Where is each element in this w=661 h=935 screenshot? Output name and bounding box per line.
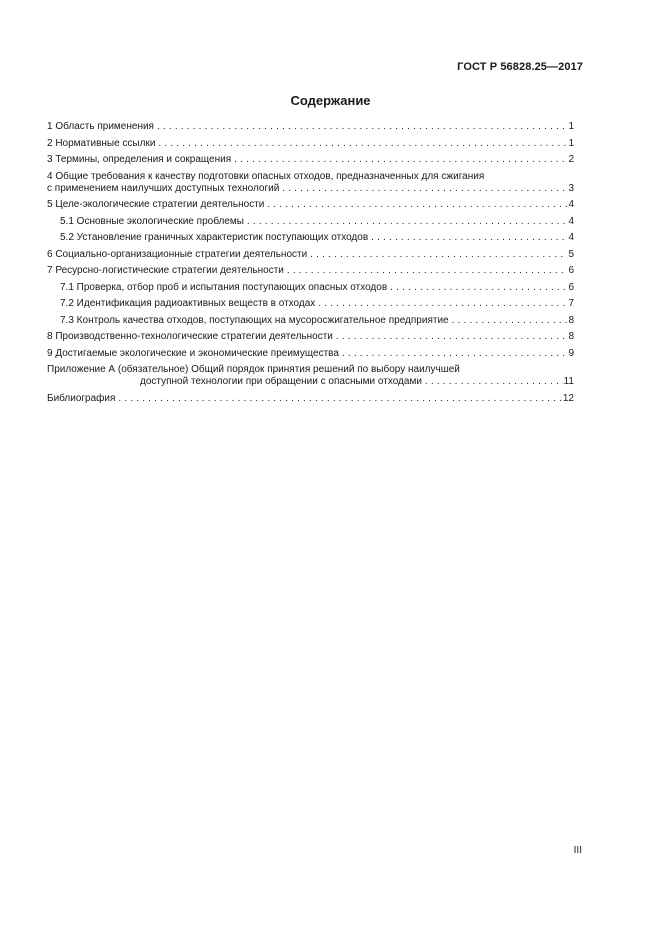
toc-entry-title: 7.3 Контроль качества отходов, поступающих на мусоросжигательное предприятие . . . bbox=[60, 315, 567, 327]
toc-entry[interactable] bbox=[47, 216, 574, 228]
toc-title: Содержание bbox=[290, 93, 371, 108]
toc-entry-title: доступной технологии при обращении с опасными отходами . . . bbox=[140, 376, 563, 388]
toc-entry-page: 4 bbox=[568, 215, 574, 227]
toc-entry[interactable] bbox=[47, 199, 574, 211]
toc-entry[interactable] bbox=[47, 171, 574, 195]
toc-entry[interactable] bbox=[47, 249, 574, 261]
toc-entry-page: 6 bbox=[568, 281, 574, 293]
toc-entry-page: 7 bbox=[568, 298, 574, 309]
toc-entry[interactable] bbox=[47, 138, 574, 150]
toc-entry[interactable] bbox=[47, 121, 574, 133]
toc-entry-page: 9 bbox=[568, 347, 574, 359]
page-number: III bbox=[573, 845, 582, 856]
toc-entry-title: 6 Социально-организационные стратегии деятельности . . . bbox=[47, 249, 567, 261]
toc-entry-title: Библиография . . . bbox=[47, 393, 562, 405]
toc-entry[interactable] bbox=[47, 232, 574, 244]
toc-entry-page: 4 bbox=[568, 232, 574, 243]
toc-entry-title: 9 Достигаемые экологические и экономические преимущества . . . bbox=[47, 348, 567, 360]
toc-entry-title: 2 Нормативные ссылки . . . bbox=[47, 138, 567, 150]
toc-entry[interactable] bbox=[47, 393, 574, 405]
toc-entry-page: 2 bbox=[568, 154, 574, 165]
toc-entry-title: 7 Ресурсно-логистические стратегии деятельности . . . bbox=[47, 265, 567, 277]
toc-entry-page: 8 bbox=[568, 331, 574, 342]
toc-entry[interactable] bbox=[47, 154, 574, 166]
toc-entry[interactable] bbox=[47, 315, 574, 327]
toc-entry-page: 11 bbox=[563, 376, 574, 387]
toc-entry-page: 1 bbox=[568, 137, 574, 149]
toc-entry-title: 5.1 Основные экологические проблемы . . . bbox=[60, 216, 567, 228]
toc-entry-title: 4 Общие требования к качеству подготовки опасных отходов, предназначенных для сжигания bbox=[47, 170, 485, 182]
toc-entry-title: 5.2 Установление граничных характеристик поступающих отходов . . . bbox=[60, 232, 567, 244]
toc-entry-title: с применением наилучших доступных технологий . . . bbox=[47, 183, 567, 195]
toc-entry-page: 12 bbox=[562, 392, 574, 404]
toc-entry[interactable] bbox=[47, 331, 574, 343]
toc-entry[interactable] bbox=[47, 265, 574, 277]
toc-entry[interactable] bbox=[47, 348, 574, 360]
toc-entry-title: 3 Термины, определения и сокращения . . . bbox=[47, 154, 567, 166]
standard-code: ГОСТ Р 56828.25—2017 bbox=[457, 61, 583, 73]
toc-entry-title: 7.1 Проверка, отбор проб и испытания поступающих опасных отходов . . . bbox=[60, 282, 567, 294]
toc-entry-title: 8 Производственно-технологические стратегии деятельности . . . bbox=[47, 331, 567, 343]
toc-entry[interactable] bbox=[47, 298, 574, 310]
toc-entry-page: 3 bbox=[568, 182, 574, 194]
toc-entry-page: 5 bbox=[568, 248, 574, 260]
toc-entry-title: Приложение А (обязательное) Общий порядок принятия решений по выбору наилучшей bbox=[47, 364, 460, 375]
toc-entry[interactable] bbox=[47, 282, 574, 294]
toc-entry-page: 1 bbox=[568, 121, 574, 132]
toc-entry[interactable] bbox=[47, 364, 574, 388]
toc-entry-page: 6 bbox=[568, 265, 574, 276]
toc-entry-page: 8 bbox=[568, 314, 574, 326]
toc-entry-title: 1 Область применения . . . bbox=[47, 121, 567, 133]
toc-entry-title: 7.2 Идентификация радиоактивных веществ в отходах . . . bbox=[60, 298, 567, 310]
table-of-contents bbox=[47, 121, 574, 409]
toc-entry-title: 5 Целе-экологические стратегии деятельности . . . bbox=[47, 199, 567, 211]
toc-entry-page: 4 bbox=[568, 199, 574, 210]
